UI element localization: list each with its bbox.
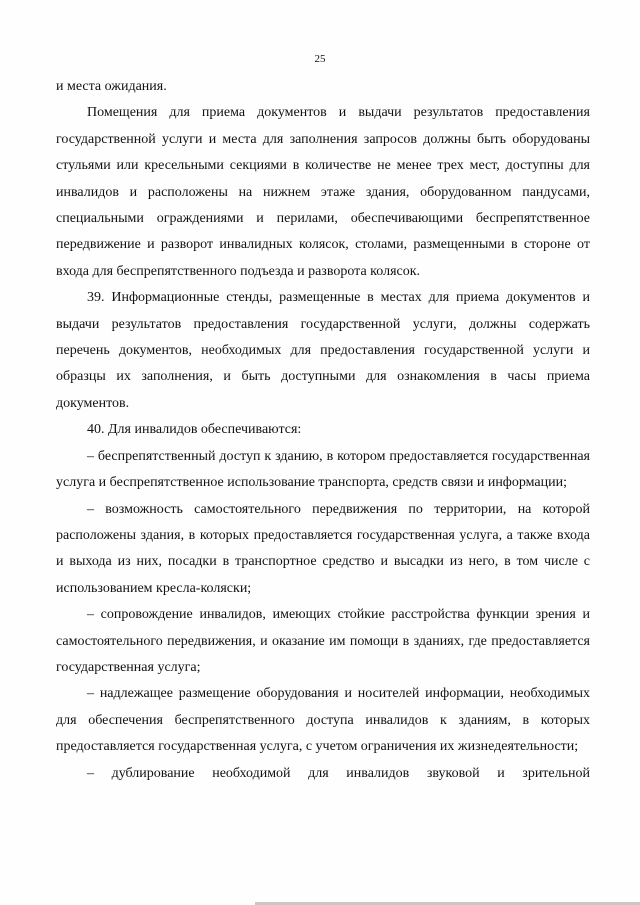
paragraph-continuation: и места ожидания. (56, 79, 167, 94)
list-item-access: – беспрепятственный доступ к зданию, в котором предоставляется государственная услуга и беспрепятственное использование транспорта, средств связи и информации; (56, 448, 590, 491)
list-item-assistance: – сопровождение инвалидов, имеющих стойкие расстройства функции зрения и самостоятельного передвижения, и оказание им помощи в зданиях, где предоставляется государственная услуга; (56, 607, 590, 675)
paragraph-39-info-stands: 39. Информационные стенды, размещенные в местах для приема документов и выдачи результатов предоставления государственной услуги, должны содержать перечень документов, необходимых для предоставления государственной услуги и образцы их заполнения, и быть доступными для ознакомления в часы приема документов. (56, 290, 590, 411)
list-item-duplication: – дублирование необходимой для инвалидов звуковой и зрительной (87, 765, 590, 781)
page-number: 25 (314, 53, 326, 65)
paragraph-premises: Помещения для приема документов и выдачи результатов предоставления государственной услуги и места для заполнения запросов должны быть оборудованы стульями или кресельными секциями в количестве не менее трех мест, доступны для инвалидов и расположены на нижнем этаже здания, оборудованном пандусами, специальными ограждениями и перилами, обеспечивающими беспрепятственное передвижение и разворот инвалидных колясок, столами, размещенными в стороне от входа для беспрепятственного подъезда и разворота колясок. (56, 105, 590, 279)
document-body (56, 74, 590, 787)
list-item-equipment: – надлежащее размещение оборудования и носителей информации, необходимых для обеспечения беспрепятственного доступа инвалидов к зданиям, в которых предоставляется государственная услуга, с учетом ограничения их жизнедеятельности; (56, 686, 590, 755)
paragraph-40-heading: 40. Для инвалидов обеспечиваются: (87, 422, 302, 438)
list-item-movement: – возможность самостоятельного передвижения по территории, на которой расположены здания, в которых предоставляется государственная услуга, а также входа и выхода из них, посадки в транспортное средство и высадки из него, в том числе с использованием кресла-коляски; (56, 501, 590, 596)
